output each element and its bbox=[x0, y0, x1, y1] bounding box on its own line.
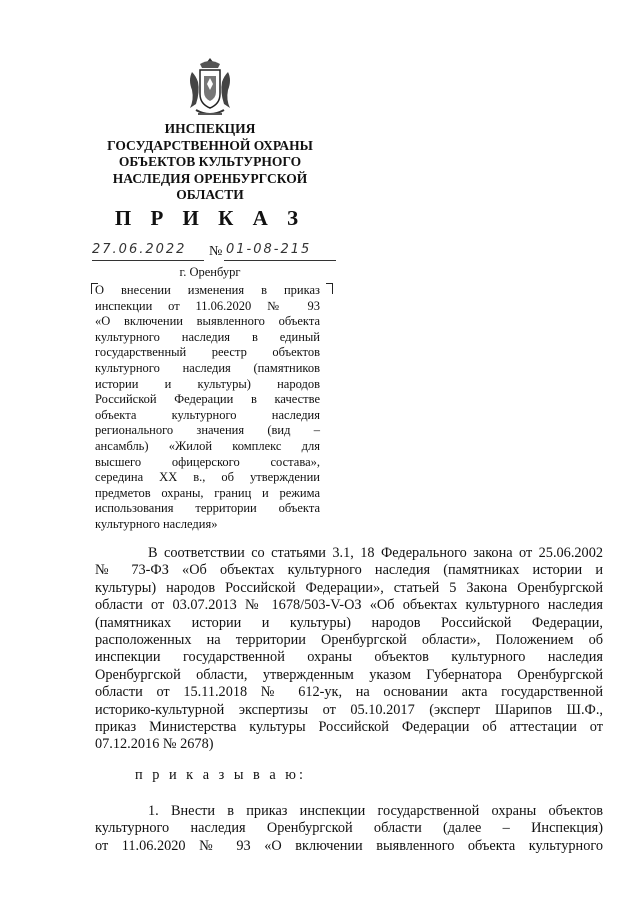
subject-line: инспекции от 11.06.2020 № 93 bbox=[95, 298, 320, 313]
coat-of-arms-emblem bbox=[186, 56, 234, 118]
subject-line: государственный реестр объектов bbox=[95, 345, 320, 360]
subject-line: использования территории объекта bbox=[95, 501, 320, 516]
subject-line: середина XX в., об утверждении bbox=[95, 470, 320, 485]
preamble-paragraph bbox=[95, 545, 603, 754]
preamble-line: расположенных на территории Оренбургской области», Положением об bbox=[95, 632, 603, 649]
subject-line: объекта культурного наследия bbox=[95, 407, 320, 422]
subject-line: «О включении выявленного объекта bbox=[95, 314, 320, 329]
subject-line: культурного наследия в единый bbox=[95, 329, 320, 344]
order-subject bbox=[95, 283, 320, 533]
handwritten-date: 27.06.2022 bbox=[92, 242, 187, 257]
date-underline bbox=[92, 260, 204, 261]
preamble-line: приказ Министерства культуры Российской Федерации об аттестации от bbox=[95, 719, 603, 736]
preamble-line: области от 03.07.2013 № 1678/503-V-ОЗ «Об объектах культурного наследия bbox=[95, 597, 603, 614]
preamble-line: № 73-ФЗ «Об объектах культурного наследия (памятниках истории и bbox=[95, 562, 603, 579]
subject-bracket-right bbox=[326, 283, 333, 294]
issuing-agency-name bbox=[90, 121, 330, 204]
order-item-1 bbox=[95, 803, 603, 855]
number-sign: № bbox=[209, 244, 223, 259]
subject-line: регионального значения (вид – bbox=[95, 423, 320, 438]
subject-line: культурного наследия (памятников bbox=[95, 360, 320, 375]
agency-line: ОБЛАСТИ bbox=[176, 187, 244, 202]
subject-line: Российской Федерации в качестве bbox=[95, 392, 320, 407]
subject-line: предметов охраны, границ и режима bbox=[95, 485, 320, 500]
subject-line: О внесении изменения в приказ bbox=[95, 283, 320, 297]
preamble-line: 07.12.2016 № 2678) bbox=[95, 736, 214, 753]
preamble-line: культуры) народов Российской Федерации», статьей 5 Закона Оренбургской bbox=[95, 579, 603, 596]
agency-line: НАСЛЕДИЯ ОРЕНБУРГСКОЙ bbox=[112, 170, 308, 186]
city-name: г. Оренбург bbox=[179, 265, 241, 279]
date-number-line bbox=[92, 244, 342, 264]
subject-line: истории и культуры) народов bbox=[95, 376, 320, 391]
item-line: от 11.06.2020 № 93 «О включении выявленного объекта культурного bbox=[95, 837, 603, 854]
item-line: 1. Внести в приказ инспекции государственной охраны объектов bbox=[148, 803, 603, 819]
preamble-line: В соответствии со статьями 3.1, 18 Федерального закона от 25.06.2002 bbox=[148, 545, 603, 561]
item-line: культурного наследия Оренбургской области (далее – Инспекция) bbox=[95, 820, 603, 837]
order-word: п р и к а з ы в а ю: bbox=[135, 767, 306, 783]
preamble-line: (памятниках истории и культуры) народов Российской Федерации, bbox=[95, 614, 603, 631]
agency-line: ОБЪЕКТОВ КУЛЬТУРНОГО bbox=[118, 154, 302, 169]
subject-line: культурного наследия» bbox=[95, 516, 218, 531]
agency-line: ИНСПЕКЦИЯ bbox=[164, 121, 256, 136]
preamble-line: историко-культурной экспертизы от 05.10.2017 (эксперт Шарипов Ш.Ф., bbox=[95, 701, 603, 718]
document-type-title: П Р И К А З bbox=[114, 206, 306, 230]
preamble-line: Оренбургской области, утвержденным указом Губернатора Оренбургской bbox=[95, 666, 603, 683]
handwritten-number: 01-08-215 bbox=[226, 242, 312, 257]
subject-line: высшего офицерского состава», bbox=[95, 454, 320, 469]
number-underline bbox=[224, 260, 336, 261]
agency-line: ГОСУДАРСТВЕННОЙ ОХРАНЫ bbox=[107, 137, 313, 153]
subject-line: ансамбль) «Жилой комплекс для bbox=[95, 438, 320, 453]
preamble-line: области от 15.11.2018 № 612-ук, на основании акта государственной bbox=[95, 684, 603, 701]
preamble-line: инспекции государственной охраны объектов культурного наследия bbox=[95, 649, 603, 666]
